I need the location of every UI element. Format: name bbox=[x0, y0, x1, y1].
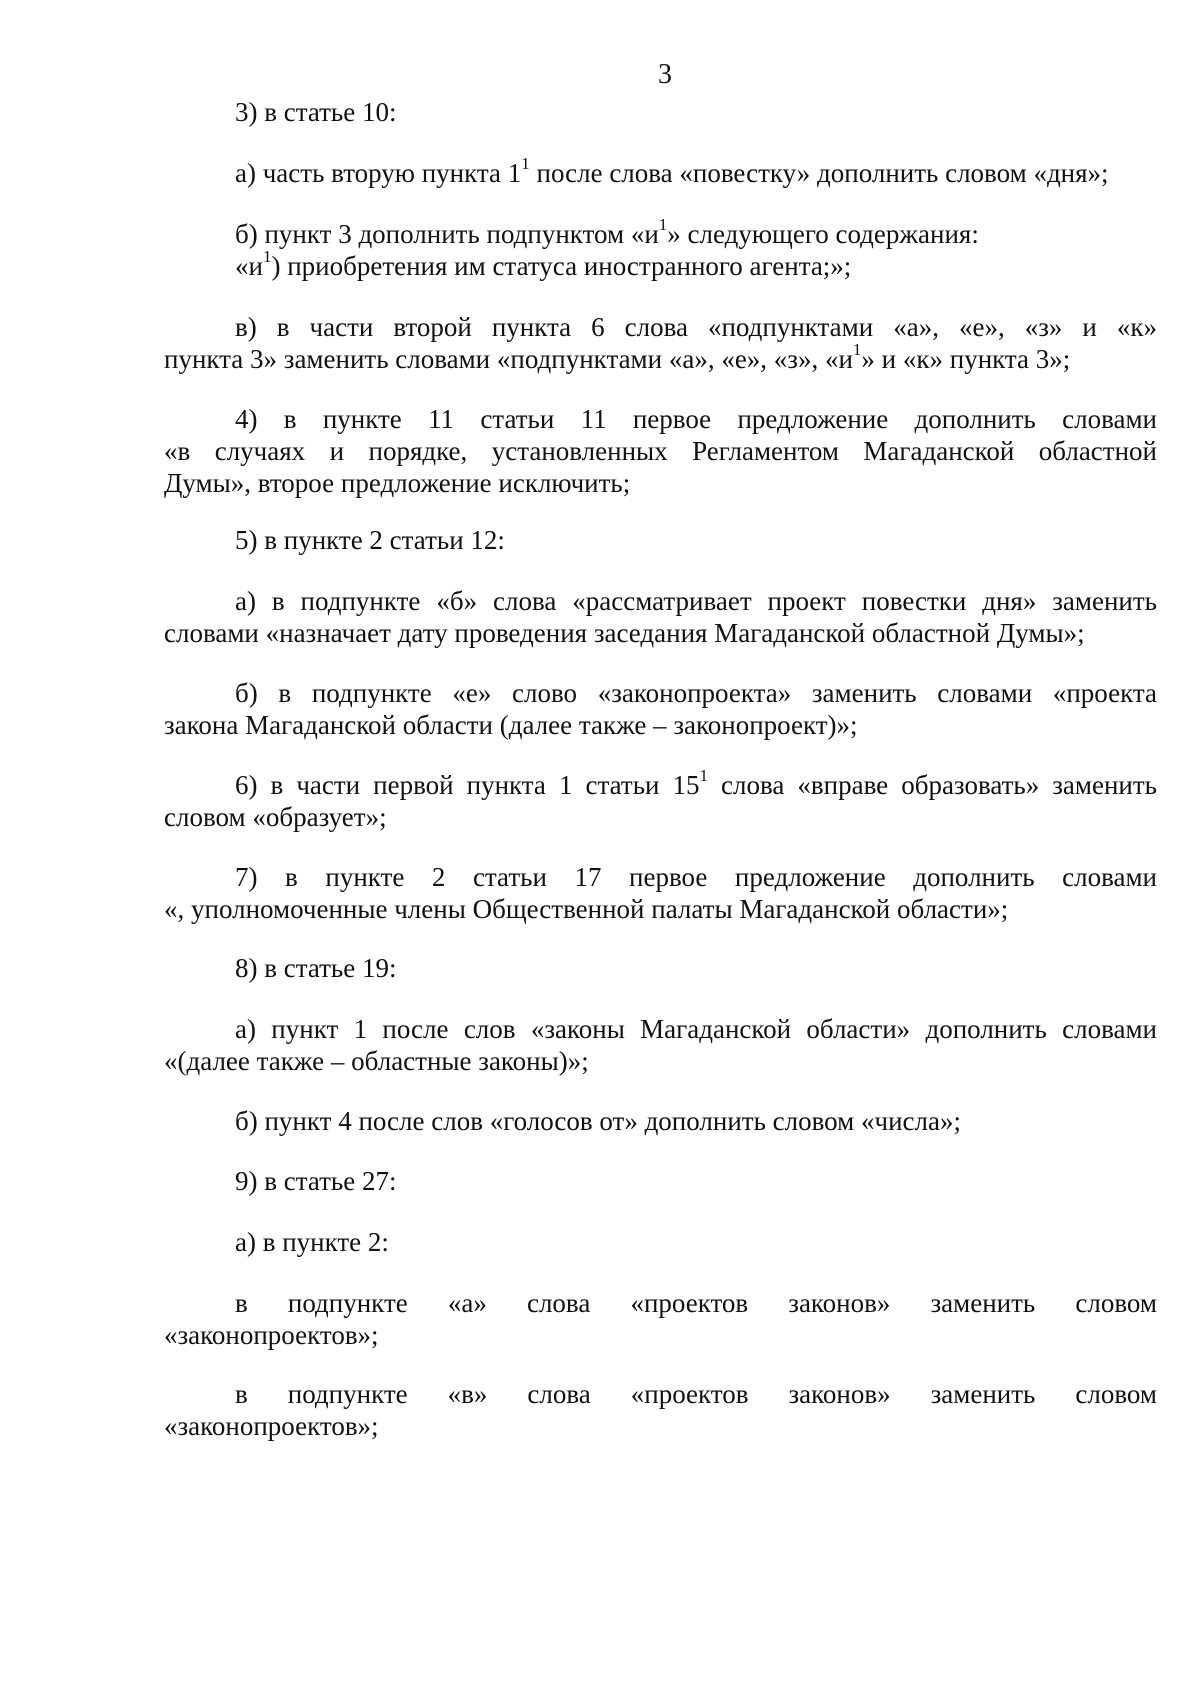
item-3a-text-start: а) часть вторую пункта 1 bbox=[235, 158, 522, 188]
item-3b-line1-start: б) пункт 3 дополнить подпунктом «и bbox=[235, 219, 659, 249]
page-number: 3 bbox=[658, 59, 672, 90]
item-9a-sub-a bbox=[164, 1287, 1157, 1351]
item-3a bbox=[164, 154, 1157, 189]
item-4 bbox=[164, 403, 1157, 499]
item-5b-line2: закона Магаданской области (далее также – законопроект)»; bbox=[164, 710, 858, 740]
item-3a-text-end: после слова «повестку» дополнить словом «дня»; bbox=[529, 158, 1109, 188]
item-5a-line2: словами «назначает дату проведения заседания Магаданской областной Думы»; bbox=[164, 618, 1085, 648]
item-3b-line2-start: «и bbox=[235, 251, 263, 281]
item-9-heading: 9) в статье 27: bbox=[235, 1166, 397, 1196]
item-3v bbox=[164, 311, 1157, 375]
item-9a-sub-v bbox=[164, 1378, 1157, 1442]
superscript: 1 bbox=[658, 215, 668, 234]
item-5b bbox=[164, 677, 1157, 741]
superscript: 1 bbox=[699, 766, 708, 785]
item-4-line1: 4) в пункте 11 статьи 11 первое предложение дополнить словами bbox=[235, 404, 1157, 434]
item-5-heading: 5) в пункте 2 статьи 12: bbox=[235, 525, 505, 555]
item-4-line3: Думы», второе предложение исключить; bbox=[164, 468, 631, 498]
item-9a-sub-v-line2: «законопроектов»; bbox=[164, 1411, 379, 1441]
item-5b-line1: б) в подпункте «е» слово «законопроекта» заменить словами «проекта bbox=[235, 678, 1157, 708]
item-9a-sub-a-line1: в подпункте «а» слова «проектов законов» заменить словом bbox=[235, 1288, 1157, 1318]
item-3b-line1-end: » следующего содержания: bbox=[667, 219, 979, 249]
item-8-heading: 8) в статье 19: bbox=[235, 953, 397, 983]
item-8a bbox=[164, 1013, 1157, 1077]
item-9a-heading: а) в пункте 2: bbox=[235, 1227, 389, 1257]
item-7 bbox=[164, 861, 1157, 925]
item-3v-line1: в) в части второй пункта 6 слова «подпунктами «а», «е», «з» и «к» bbox=[235, 312, 1157, 342]
item-6-line1: 6) в части первой пункта 1 статьи $15^1$ слова «вправе образовать» заменить bbox=[235, 766, 1157, 800]
item-9a-sub-v-line1: в подпункте «в» слова «проектов законов» заменить словом bbox=[235, 1379, 1157, 1409]
superscript: 1 bbox=[852, 340, 862, 359]
superscript: 1 bbox=[521, 154, 530, 173]
item-7-line1: 7) в пункте 2 статьи 17 первое предложение дополнить словами bbox=[235, 862, 1157, 892]
item-6-line2: словом «образует»; bbox=[164, 802, 387, 832]
item-6 bbox=[164, 766, 1157, 833]
item-9a-sub-a-line2: «законопроектов»; bbox=[164, 1320, 379, 1350]
item-3b bbox=[164, 215, 1157, 282]
item-8a-line2: «(далее также – областные законы)»; bbox=[164, 1046, 589, 1076]
item-5a-line1: а) в подпункте «б» слова «рассматривает проект повестки дня» заменить bbox=[235, 586, 1157, 616]
item-4-line2: «в случаях и порядке, установленных Регламентом Магаданской областной bbox=[164, 436, 1157, 466]
item-5a bbox=[164, 585, 1157, 649]
item-3b-line2-end: ) приобретения им статуса иностранного агента;»; bbox=[271, 251, 852, 281]
superscript: 1 bbox=[262, 247, 272, 266]
item-8b: б) пункт 4 после слов «голосов от» дополнить словом «числа»; bbox=[235, 1106, 961, 1136]
item-3v-line2: пункта 3» заменить словами «подпунктами «а», «е», «з», «$и^1$» и «к» пункта 3»; bbox=[164, 340, 1071, 374]
item-7-line2: «, уполномоченные члены Общественной палаты Магаданской области»; bbox=[164, 894, 1009, 924]
item-3-heading: 3) в статье 10: bbox=[235, 97, 397, 127]
item-8a-line1: а) пункт 1 после слов «законы Магаданской области» дополнить словами bbox=[235, 1014, 1157, 1044]
